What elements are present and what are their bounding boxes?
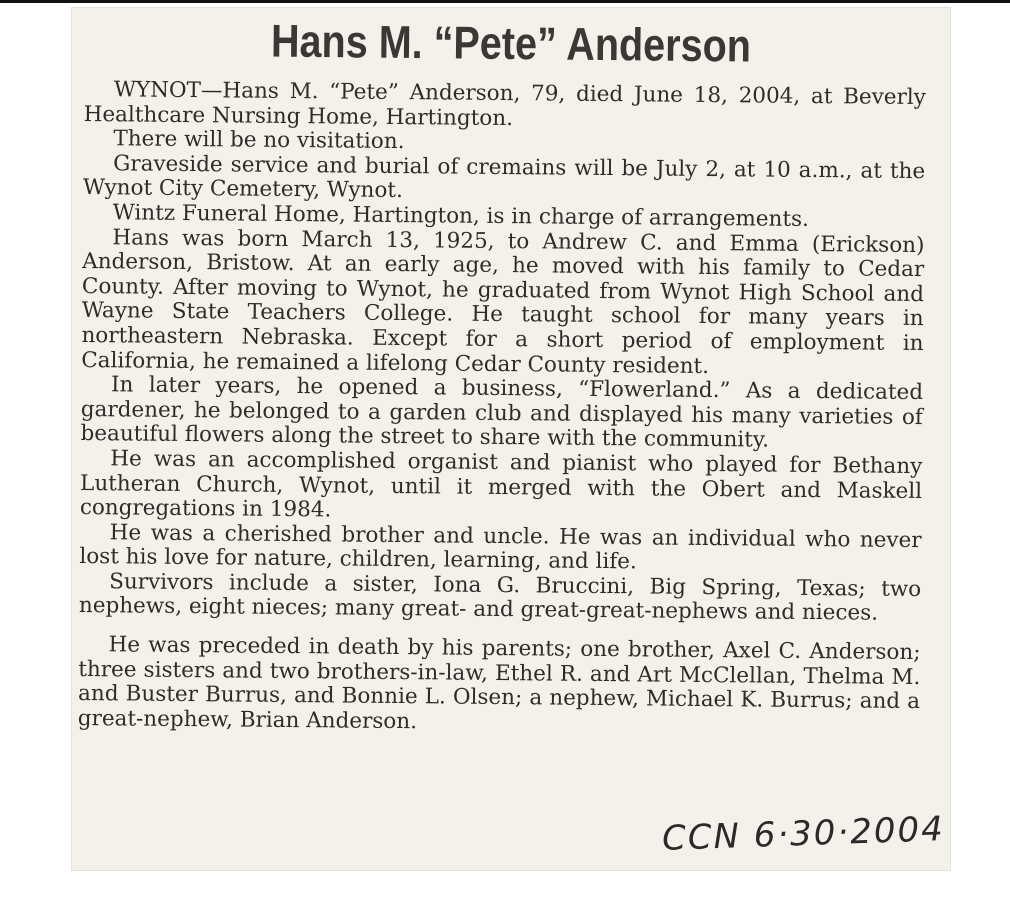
handwritten-date-note: CCN 6·30·2004	[661, 809, 946, 859]
paragraph-biography: Hans was born March 13, 1925, to Andrew C. and Emma (Erickson) Anderson, Bristow. At an early age, he moved with his family to Cedar County. After moving to Wynot, he graduated from Wynot High School and Wayne State Teachers College. He taught school for many years in northeastern Nebraska. Except for a short period of employment in California, he remained a lifelong Cedar County resident.	[81, 224, 925, 379]
paragraph-flowerland: In later years, he opened a business, “Flowerland.” As a dedicated gardener, he belonged to a garden club and displayed his many varieties of beautiful flowers along the street to share with the community.	[80, 372, 924, 453]
paragraph-preceded-in-death: He was preceded in death by his parents; one brother, Axel C. Anderson; three sisters and two brothers-in-law, Ethel R. and Art McClellan, Thelma M. and Buster Burrus, and Bonnie L. Olsen; a nephew, Michael K. Burrus; and a great-nephew, Brian Anderson.	[77, 632, 921, 735]
paragraph-organist: He was an accomplished organist and pianist who played for Bethany Lutheran Church, Wynot, until it merged with the Obert and Maskell congregations in 1984.	[79, 446, 923, 523]
paragraph-survivors: Survivors include a sister, Iona G. Bruccini, Big Spring, Texas; two nephews, eight nieces; many great- and great-great-nephews and nieces.	[78, 569, 922, 627]
paragraph-character: He was a cherished brother and uncle. He was an individual who never lost his love for nature, children, learning, and life.	[79, 519, 922, 575]
paragraph-graveside-service: Graveside service and burial of cremains will be July 2, at 10 a.m., at the Wynot City Cemetery, Wynot.	[82, 151, 926, 204]
obituary-headline: Hans M. “Pete” Anderson	[270, 14, 752, 72]
scan-top-edge	[0, 0, 1010, 3]
paragraph-funeral-home: Wintz Funeral Home, Hartington, is in charge of arrangements.	[112, 200, 810, 232]
newspaper-clipping	[72, 8, 950, 870]
obituary-body	[78, 78, 926, 739]
paragraph-visitation: There will be no visitation.	[113, 126, 405, 155]
paragraph-death-notice: WYNOT—Hans M. “Pete” Anderson, 79, died June 18, 2004, at Beverly Healthcare Nursing Home, Hartington.	[83, 77, 926, 131]
